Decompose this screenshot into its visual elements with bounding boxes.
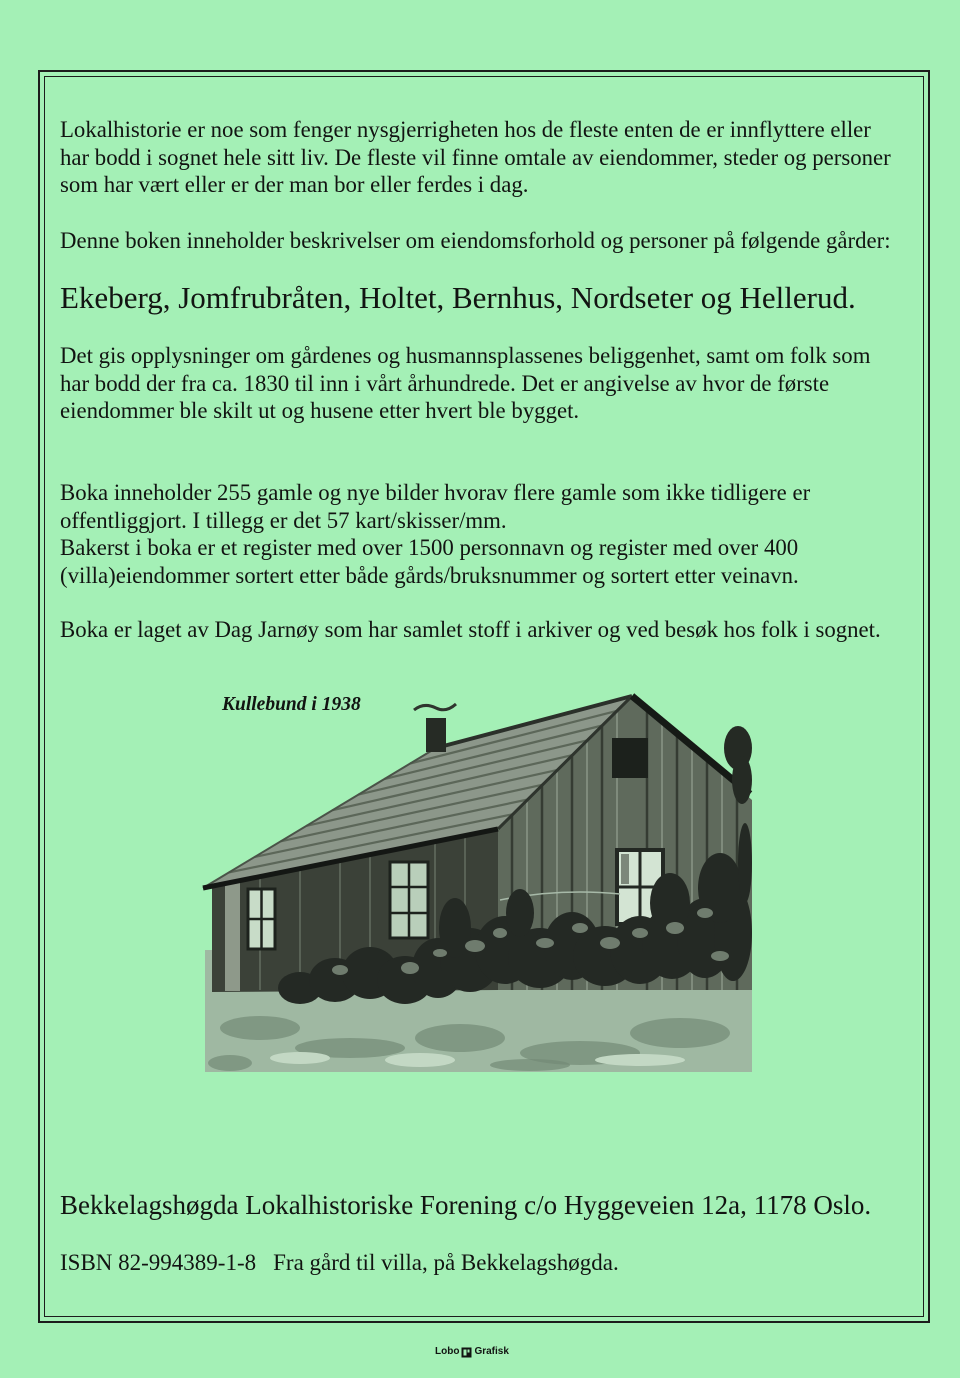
bush-highlight (666, 922, 684, 934)
contents-intro: Denne boken inneholder beskrivelser om eiendomsforhold og personer på følgende gårder: (60, 228, 891, 253)
publisher-address: Bekkelagshøgda Lokalhistoriske Forening c/o Hyggeveien 12a, 1178 Oslo. (60, 1190, 872, 1220)
ground-patch (630, 1018, 730, 1048)
intro-paragraph (60, 116, 891, 199)
bush-highlight (465, 940, 485, 952)
bush-highlight (433, 949, 447, 957)
photo-caption: Kullebund i 1938 (222, 694, 361, 715)
bush-highlight (600, 937, 620, 949)
bush (738, 823, 752, 903)
isbn-number: ISBN 82-994389-1-8 (60, 1250, 257, 1275)
images-info-line: Boka inneholder 255 gamle og nye bilder hvorav flere gamle som ikke tidligere er (60, 480, 811, 505)
bush-highlight (697, 908, 713, 918)
farm-list: Ekeberg, Jomfrubråten, Holtet, Bernhus, Nordseter og Hellerud. (60, 280, 856, 315)
bush-highlight (332, 965, 348, 975)
register-info-line: Bakerst i boka er et register med over 1500 personnavn og register med over 400 (60, 535, 799, 561)
details-line: har bodd der fra ca. 1830 til inn i vårt århundrede. Det er angivelse av hvor de første (60, 370, 830, 396)
book-title: Fra gård til villa, på Bekkelagshøgda. (273, 1250, 619, 1275)
bush (439, 898, 471, 958)
printer-name-before: Lobo (435, 1346, 460, 1357)
ground-speck (385, 1053, 455, 1067)
bush-highlight (572, 923, 588, 933)
chimney (426, 718, 446, 752)
bush (506, 889, 534, 937)
intro-line: som har vært eller er der man bor eller ferdes i dag. (60, 172, 529, 197)
window-curtain (621, 854, 629, 884)
ground-patch (220, 1016, 300, 1040)
details-paragraph (60, 342, 870, 425)
bush-highlight (711, 951, 729, 961)
chimney-smoke (414, 704, 456, 710)
details-line: eiendommer ble skilt ut og husene etter hvert ble bygget. (60, 398, 580, 423)
author-info: Boka er laget av Dag Jarnøy som har samlet stoff i arkiver og ved besøk hos folk i sognet. (60, 617, 881, 642)
images-info-line: offentliggjort. I tillegg er det 57 kart/skisser/mm. (60, 507, 507, 533)
ground-patch (490, 1059, 570, 1071)
printer-logo-mark (464, 1349, 467, 1355)
intro-line: Lokalhistorie er noe som fenger nysgjerrigheten hos de fleste enten de er innflyttere eller (60, 117, 871, 142)
printer-logo-icon (461, 1347, 472, 1358)
gable-loft-opening (612, 738, 648, 778)
printer-name-after: Grafisk (474, 1346, 509, 1357)
ground-patch (415, 1024, 505, 1052)
printer-credit (435, 1345, 509, 1359)
ground-patch (208, 1055, 252, 1071)
bush-highlight (536, 938, 554, 948)
printer-logo-mark (468, 1349, 470, 1352)
tree (732, 756, 752, 804)
isbn-row (60, 1249, 619, 1277)
wall-light-plank (225, 881, 240, 991)
details-line: Det gis opplysninger om gårdenes og husmannsplassenes beliggenhet, samt om folk som (60, 343, 871, 368)
register-info-line: (villa)eiendommer sortert etter både gårds/bruksnummer og sortert etter veinavn. (60, 563, 799, 589)
bush-highlight (493, 928, 507, 938)
house-photo (200, 688, 756, 1076)
bush-highlight (401, 962, 419, 974)
images-register-paragraph (60, 479, 810, 590)
intro-line: har bodd i sognet hele sitt liv. De fleste vil finne omtale av eiendommer, steder og personer (60, 144, 891, 170)
ground-speck (270, 1052, 330, 1064)
bush-highlight (632, 928, 648, 938)
ground-speck (595, 1054, 685, 1066)
